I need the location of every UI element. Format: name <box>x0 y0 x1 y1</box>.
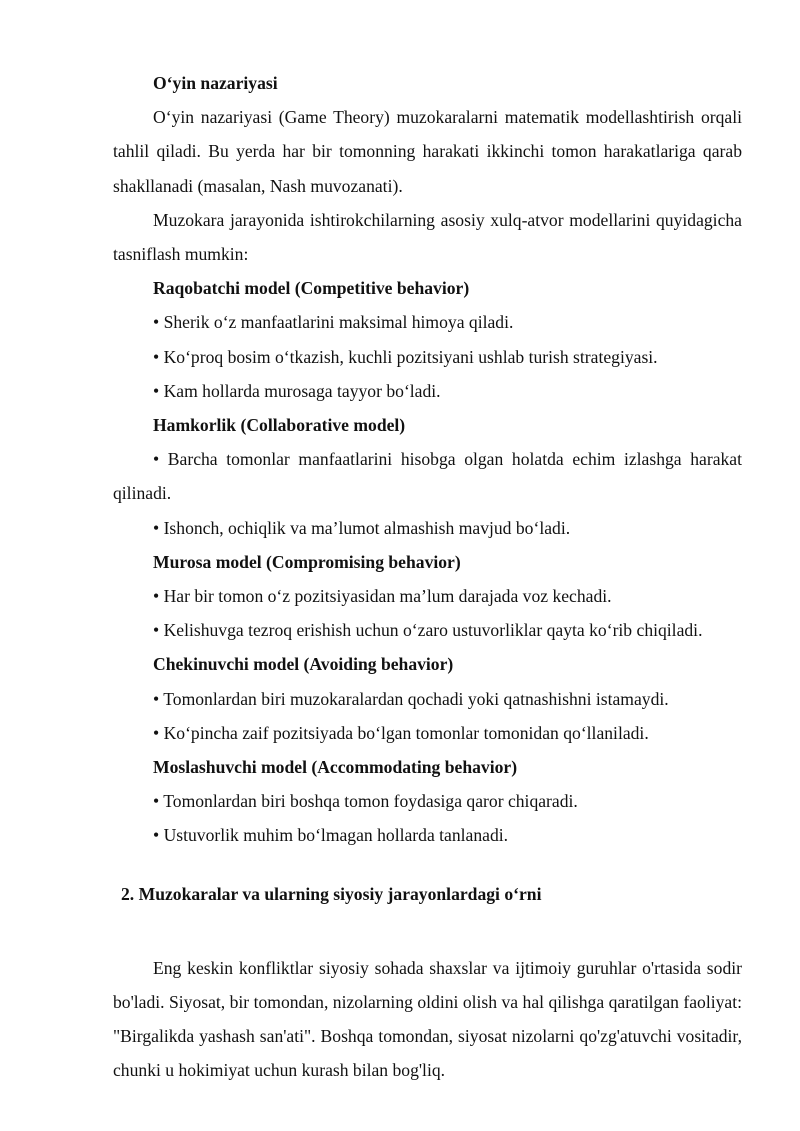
list-item: • Tomonlardan biri muzokaralardan qochadi yoki qatnashishni istamaydi. <box>113 682 742 716</box>
paragraph-intro: Muzokara jarayonida ishtirokchilarning asosiy xulq-atvor modellarini quyidagicha tasniflash mumkin: <box>113 209 742 265</box>
model-title-competitive: Raqobatchi model (Competitive behavior) <box>153 278 470 299</box>
heading-game-theory: O‘yin nazariyasi <box>153 73 278 93</box>
list-item: • Ustuvorlik muhim bo‘lmagan hollarda tanlanadi. <box>113 818 742 852</box>
paragraph-section-2: Eng keskin konfliktlar siyosiy sohada shaxslar va ijtimoiy guruhlar o'rtasida sodir bo'ladi. Siyosat, bir tomondan, nizolarning oldini olish va hal qilishga qaratilgan faoliyat: "Birgalikda yashash san'ati". Boshqa tomondan, siyosat nizolarni qo'zg'atuvchi vositadir, chunki u hokimiyat uchun kurash bilan bog'liq. <box>113 957 742 1081</box>
model-title-accommodating: Moslashuvchi model (Accommodating behavior) <box>153 757 518 778</box>
section-title: 2. Muzokaralar va ularning siyosiy jarayonlardagi o‘rni <box>121 883 542 904</box>
list-item: • Kelishuvga tezroq erishish uchun o‘zaro ustuvorliklar qayta ko‘rib chiqiladi. <box>113 613 742 647</box>
list-item: • Ishonch, ochiqlik va ma’lumot almashish mavjud bo‘ladi. <box>113 511 742 545</box>
document-body <box>113 66 742 1088</box>
list-item: • Kam hollarda murosaga tayyor bo‘ladi. <box>113 374 742 408</box>
list-item: • Ko‘proq bosim o‘tkazish, kuchli pozitsiyani ushlab turish strategiyasi. <box>113 340 742 374</box>
list-item: • Barcha tomonlar manfaatlarini hisobga olgan holatda echim izlashga harakat qilinadi. <box>113 442 742 510</box>
list-item: • Har bir tomon o‘z pozitsiyasidan ma’lum darajada voz kechadi. <box>113 579 742 613</box>
list-item: • Ko‘pincha zaif pozitsiyada bo‘lgan tomonlar tomonidan qo‘llaniladi. <box>113 716 742 750</box>
list-item: • Tomonlardan biri boshqa tomon foydasiga qaror chiqaradi. <box>113 784 742 818</box>
model-title-avoiding: Chekinuvchi model (Avoiding behavior) <box>153 654 454 675</box>
list-item: • Sherik o‘z manfaatlarini maksimal himoya qiladi. <box>113 305 742 339</box>
paragraph-game-theory: O‘yin nazariyasi (Game Theory) muzokaralarni matematik modellashtirish orqali tahlil qiladi. Bu yerda har bir tomonning harakati ikkinchi tomon harakatlariga qarab shakllanadi (masalan, Nash muvozanati). <box>113 107 742 196</box>
model-title-compromising: Murosa model (Compromising behavior) <box>153 551 461 572</box>
model-title-collaborative: Hamkorlik (Collaborative model) <box>153 415 406 436</box>
